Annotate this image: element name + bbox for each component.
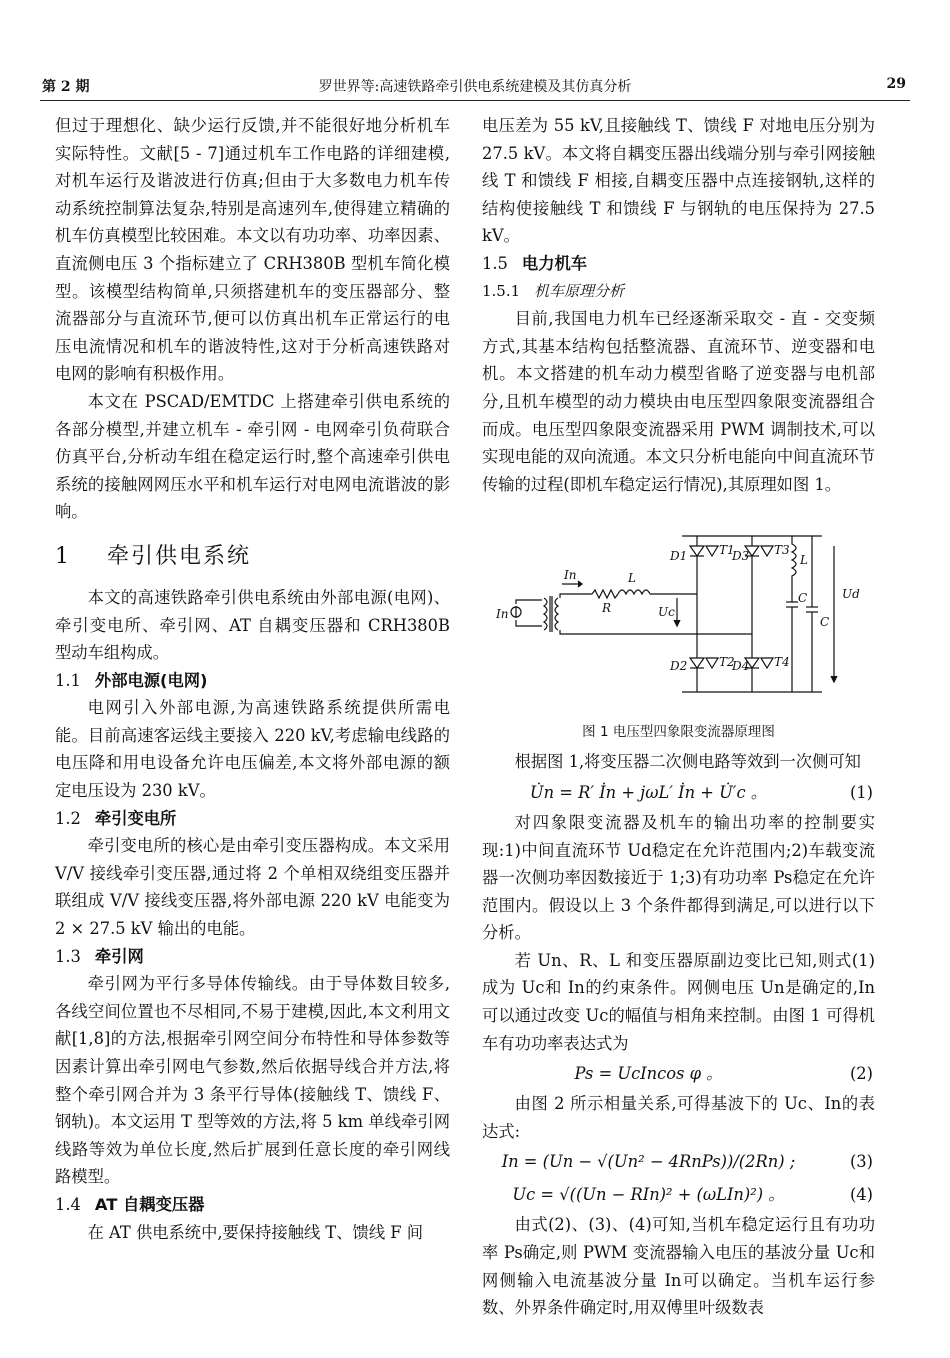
label-filter-l: L (800, 553, 808, 568)
equation-body: Uc = √((Un − RIn)² + (ωLIn)²) 。 (512, 1185, 785, 1205)
right-column (482, 112, 875, 1322)
label-inductor: L (628, 571, 636, 586)
label-uc: Uc (658, 605, 675, 620)
figure-1 (482, 502, 875, 722)
label-d2: D2 (670, 659, 688, 674)
paragraph: 本文的高速铁路牵引供电系统由外部电源(电网)、牵引变电所、牵引网、AT 自耦变压器和 CRH380B 型动车组构成。 (55, 587, 450, 663)
paragraph: 由式(2)、(3)、(4)可知,当机车稳定运行且有功功率 Ps确定,则 PWM 变流器输入电压的基波分量 Uc和网侧输入电流基波分量 In可以确定。当机车运行参数、外界条件确定时,用双傅里叶级数表 (482, 1215, 875, 1318)
igbt-t1 (706, 546, 718, 556)
igbt-t3 (761, 546, 773, 556)
label-t3: T3 (774, 543, 790, 558)
paragraph: 对四象限变流器及机车的输出功率的控制要实现:1)中间直流环节 Ud稳定在允许范围内;2)车载变流器一次侧功率因数接近于 1;3)有功功率 Ps稳定在允许范围内。假设以上 3 个条件都得到满足,可以进行以下分析。 (482, 812, 875, 943)
subsection-title: 外部电源(电网) (94, 670, 208, 690)
transformer-secondary-winding (555, 598, 558, 630)
issue-number: 第 2 期 (42, 79, 90, 95)
equation-2 (482, 1057, 875, 1090)
label-d1: D1 (670, 549, 688, 564)
figure-caption: 图 1 电压型四象限变流器原理图 (582, 724, 775, 741)
paragraph: 电压差为 55 kV,且接触线 T、馈线 F 对地电压分别为 27.5 kV。本文将自耦变压器出线端分别与牵引网接触线 T 和馈线 F 相接,自耦变压器中点连接钢轨,这样的结构使接触线 T 和馈线 F 与钢轨的电压保持为 27.5 kV。 (482, 116, 875, 246)
subsection-number: 1.4 (55, 1194, 81, 1214)
converter-circuit-diagram (482, 502, 875, 722)
paragraph: 由图 2 所示相量关系,可得基波下的 Uc、In的表达式: (482, 1094, 875, 1141)
equation-body: In = (Un − √(Un² − 4RnPs))/(2Rn) ; (501, 1152, 796, 1172)
section-heading (55, 540, 450, 574)
section-title: 牵引供电系统 (106, 543, 251, 569)
label-d3: D3 (732, 549, 750, 564)
label-t1: T1 (719, 543, 735, 558)
subsection-heading (55, 943, 450, 971)
paragraph: 根据图 1,将变压器二次侧电路等效到一次侧可知 (514, 752, 861, 772)
subsection-heading (55, 667, 450, 695)
page-number: 29 (886, 76, 906, 92)
subsection-title: 牵引变电所 (94, 808, 177, 828)
transformer-primary-winding (544, 598, 547, 630)
equation-number: (3) (849, 1152, 873, 1172)
equation-4 (482, 1178, 875, 1211)
equation-number: (1) (849, 782, 873, 802)
paragraph: 在 AT 供电系统中,要保持接触线 T、馈线 F 间 (87, 1222, 424, 1242)
igbt-t2 (706, 658, 718, 668)
label-resistor: R (602, 601, 612, 616)
diode-d2 (690, 658, 704, 668)
paragraph: 若 Un、R、L 和变压器原副边变比已知,则式(1)成为 Uc和 In的约束条件。网侧电压 Un是确定的,In可以通过改变 Uc的幅值与相角来控制。由图 1 可得机车有功功率表达式为 (482, 950, 875, 1053)
label-c2: C (820, 615, 830, 630)
paragraph: 目前,我国电力机车已经逐渐采取交 - 直 - 交变频方式,其基本结构包括整流器、直流环节、逆变器和电机。本文搭建的机车动力模型省略了逆变器与电机部分,且机车模型的动力模块由电压型四象限变流器组合而成。电压型四象限变流器采用 PWM 调制技术,可以实现电能的双向流通。本文只分析电能向中间直流环节传输的过程(即机车稳定运行情况),其原理如图 1。 (482, 309, 875, 494)
label-t4: T4 (774, 655, 790, 670)
running-title: 罗世界等:高速铁路牵引供电系统建模及其仿真分析 (318, 79, 632, 95)
subsection-number: 1.2 (55, 808, 81, 828)
subsection-title: AT 自耦变压器 (94, 1194, 205, 1214)
label-d4: D4 (732, 659, 750, 674)
equation-number: (4) (849, 1185, 873, 1205)
label-c1: C (798, 591, 808, 606)
paragraph: 本文在 PSCAD/EMTDC 上搭建牵引供电系统的各部分模型,并建立机车 - 牵引网 - 电网牵引负荷联合仿真平台,分析动车组在稳定运行时,整个高速牵引供电系统的接触网网压水平和机车运行对电网电流谐波的影响。 (55, 391, 450, 522)
equation-number: (2) (849, 1064, 873, 1084)
equation-body: Ps = UcIncos φ 。 (574, 1064, 723, 1084)
inductor-l (618, 590, 650, 594)
label-in-source: In (496, 607, 509, 622)
paragraph: 牵引网为平行多导体传输线。由于导体数目较多,各线空间位置也不尽相同,不易于建模,因此,本文利用文献[1,8]的方法,根据牵引网空间分布特性和导体参数等因素计算出牵引网电气参数,然后依据导线合并方法,将整个牵引网合并为 3 条平行导体(接触线 T、馈线 F、钢轨)。本文运用 T 型等效的方法,将 5 km 单线牵引网线路等效为单位长度,然后扩展到任意长度的牵引网线路模型。 (55, 974, 450, 1187)
subsection-heading (55, 805, 450, 833)
label-ud: Ud (842, 587, 860, 602)
subsection-number: 1.5 (482, 253, 508, 273)
subsection-title: 牵引网 (94, 946, 144, 966)
equation-1 (482, 776, 875, 809)
subsubsection-heading (482, 278, 875, 306)
section-number: 1 (55, 543, 71, 569)
equation-3 (482, 1145, 875, 1178)
label-t2: T2 (719, 655, 735, 670)
subsection-heading (482, 250, 875, 278)
subsection-number: 1.3 (55, 946, 81, 966)
left-column (55, 112, 450, 1246)
resistor-r (592, 590, 618, 598)
paragraph: 但过于理想化、缺少运行反馈,并不能很好地分析机车实际特性。文献[5 - 7]通过机车工作电路的详细建模,对机车运行及谐波进行仿真;但由于大多数电力机车传动系统控制算法复杂,特别是高速列车,使得建立精确的机车仿真模型比较困难。本文以有功功率、功率因素、直流侧电压 3 个指标建立了 CRH380B 型机车简化模型。该模型结构简单,只须搭建机车的变压器部分、整流器部分与直流环节,便可以仿真出机车正常运行的电压电流情况和机车的谐波特性,这对于分析高速铁路对电网的影响有积极作用。 (55, 116, 450, 384)
diode-d1 (690, 546, 704, 556)
filter-inductor (792, 536, 796, 602)
subsection-heading (55, 1191, 450, 1219)
subsection-number: 1.1 (55, 670, 81, 690)
paragraph: 牵引变电所的核心是由牵引变压器构成。本文采用 V/V 接线牵引变压器,通过将 2 个单相双绕组变压器并联组成 V/V 接线变压器,将外部电源 220 kV 电能变为 2 × 27.5 kV 输出的电能。 (55, 836, 450, 939)
subsubsection-title: 机车原理分析 (534, 281, 625, 300)
running-header (40, 70, 910, 101)
subsubsection-number: 1.5.1 (482, 281, 521, 300)
igbt-t4 (761, 658, 773, 668)
label-in-line: In (564, 568, 577, 583)
equation-body: U̇n = R′ İn + jωL′ İn + U̇′c 。 (529, 782, 768, 802)
paragraph: 电网引入外部电源,为高速铁路系统提供所需电能。目前高速客运线主要接入 220 kV,考虑输电线路的电压降和用电设备允许电压偏差,本文将外部电源的额定电压设为 230 kV。 (55, 698, 450, 801)
subsection-title: 电力机车 (521, 253, 588, 273)
